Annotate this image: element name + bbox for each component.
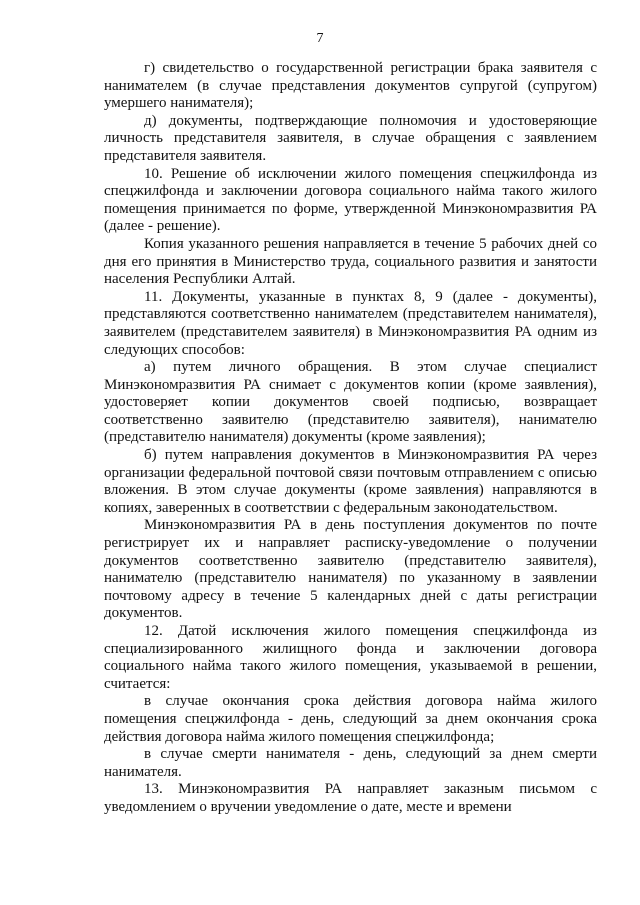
paragraph-marriage-certificate: г) свидетельство о государственной регистрации брака заявителя с нанимателем (в случае представления документов супругой (супругом) умершего нанимателя); [104,60,597,112]
document-body [104,60,597,817]
paragraph-item-10-decision: 10. Решение об исключении жилого помещения спецжилфонда из спецжилфонда и заключении договора социального найма такого жилого помещения принимается по форме, утвержденной Минэкономразвития РА (далее - решение). [104,165,597,235]
paragraph-decision-copy: Копия указанного решения направляется в течение 5 рабочих дней со дня его принятия в Министерство труда, социального развития и занятости населения Республики Алтай. [104,235,597,288]
paragraph-personal-appeal: а) путем личного обращения. В этом случае специалист Минэкономразвития РА снимает с документов копии (кроме заявления), удостоверяет копии документов своей подписью, возвращает соответственно заявителю (представителю заявителя), нанимателю (представителю нанимателя) документы (кроме заявления); [104,359,597,446]
paragraph-item-12-exclusion-date: 12. Датой исключения жилого помещения спецжилфонда из специализированного жилищного фонда и заключении договора социального найма такого жилого помещения, указываемой в решении, считается: [104,623,597,692]
paragraph-contract-expiry: в случае окончания срока действия договора найма жилого помещения спецжилфонда - день, следующий за днем окончания срока действия договора найма жилого помещения спецжилфонда; [104,693,597,745]
paragraph-item-11-documents: 11. Документы, указанные в пунктах 8, 9 (далее - документы), представляются соответственно нанимателем (представителем нанимателя), заявителем (представителем заявителя) в Минэкономразвития РА одним из следующих способов: [104,288,597,358]
paragraph-postal-delivery: б) путем направления документов в Минэкономразвития РА через организации федеральной почтовой связи почтовым отправлением с описью вложения. В этом случае документы (кроме заявления) направляются в копиях, заверенных в соответствии с федеральным законодательством. [104,447,597,516]
paragraph-representative-documents: д) документы, подтверждающие полномочия и удостоверяющие личность представителя заявителя, в случае обращения с заявлением представителя заявителя. [104,112,597,164]
page-number: 7 [316,31,324,46]
paragraph-item-13-notification: 13. Минэкономразвития РА направляет заказным письмом с уведомлением о вручении уведомление о дате, месте и времени [104,781,597,815]
paragraph-tenant-death: в случае смерти нанимателя - день, следующий за днем смерти нанимателя. [104,746,597,780]
paragraph-postal-registration: Минэкономразвития РА в день поступления документов по почте регистрирует их и направляет расписку-уведомление о получении документов соответственно заявителю (представителю заявителя), нанимателю (представителю нанимателя) по указанному в заявлении почтовому адресу в течение 5 календарных дней с даты регистрации документов. [104,517,597,622]
